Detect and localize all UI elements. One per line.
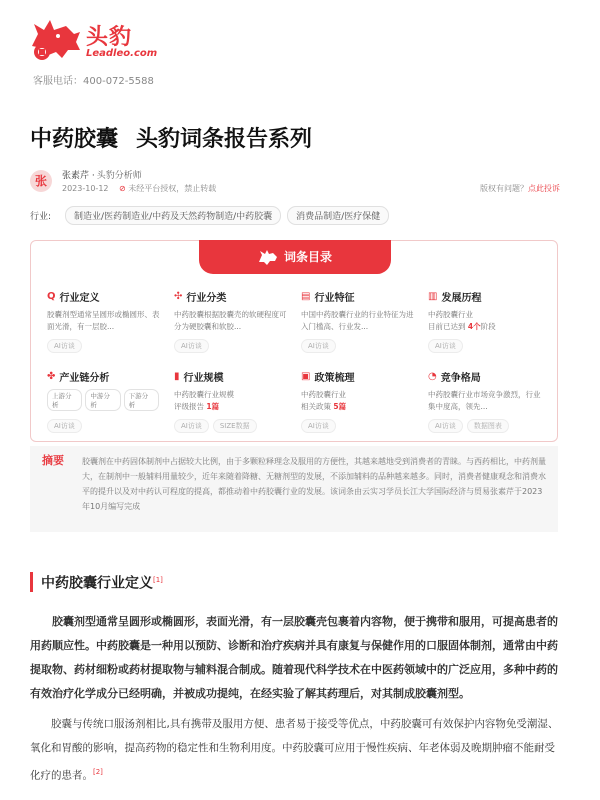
search-doc-icon: Q <box>47 291 56 302</box>
brand-name: 头豹 <box>86 25 133 50</box>
avatar: 张 <box>30 170 52 192</box>
section-heading <box>30 572 163 592</box>
leopard-logo-icon <box>28 16 82 64</box>
ai-interview-chip[interactable]: AI访谈 <box>428 419 463 433</box>
hotline-number: 400-072-5588 <box>83 76 154 87</box>
toc-item-desc <box>301 389 416 413</box>
ai-interview-chip[interactable]: AI访谈 <box>174 419 209 433</box>
policy-icon: ▣ <box>301 371 311 382</box>
author-line <box>62 168 142 181</box>
toc-item-classification[interactable] <box>168 285 295 365</box>
author-name[interactable]: 张素芹 · <box>62 171 95 181</box>
desc-highlight: 1篇 <box>206 402 220 411</box>
toc-item-desc: 胶囊剂型通常呈圆形或椭圆形、表面光滑，有一层胶... <box>47 310 160 331</box>
page-title <box>30 122 312 153</box>
upstream-chip[interactable]: 上游分析 <box>47 389 82 411</box>
toc-item-desc <box>428 309 543 333</box>
report-question: 版权有问题？ <box>480 184 528 193</box>
ai-interview-chip[interactable]: AI访谈 <box>174 339 209 353</box>
desc-line: 阶段 <box>480 322 496 331</box>
desc-line: 中药胶囊行业 <box>428 310 473 319</box>
ai-interview-chip[interactable]: AI访谈 <box>301 419 336 433</box>
abstract-box <box>30 446 558 532</box>
toc-item-title: 产业链分析 <box>59 373 110 384</box>
ai-interview-chip[interactable]: AI访谈 <box>47 419 82 433</box>
no-repost-notice: 未经平台授权，禁止转载 <box>128 184 217 193</box>
hotline-label: 客服电话： <box>33 76 83 87</box>
toc-item-title: 行业规模 <box>183 373 224 384</box>
chain-icon: ✤ <box>47 371 56 382</box>
footnote-ref[interactable]: [1] <box>153 576 163 584</box>
ai-interview-chip[interactable]: AI访谈 <box>47 339 82 353</box>
desc-line: 中药胶囊行业 <box>301 390 346 399</box>
data-chart-chip[interactable]: 数据图表 <box>467 419 509 433</box>
industry-tag[interactable]: 消费品制造/医疗保健 <box>287 206 389 225</box>
publish-date: 2023-10-12 <box>62 184 109 193</box>
toc-panel <box>30 240 558 442</box>
toc-item-history[interactable] <box>422 285 549 365</box>
toc-header <box>199 240 391 274</box>
toc-item-scale[interactable] <box>168 365 295 445</box>
brand-url: Leadleo.com <box>86 48 158 59</box>
industry-tag[interactable]: 制造业/医药制造业/中药及天然药物制造/中药胶囊 <box>65 206 281 225</box>
downstream-chip[interactable]: 下游分析 <box>124 389 159 411</box>
toc-item-desc: 中药胶囊根据胶囊壳的软硬程度可分为硬胶囊和软胶... <box>174 310 287 331</box>
desc-line: 相关政策 <box>301 402 334 411</box>
size-data-chip[interactable]: SIZE数据 <box>213 419 257 433</box>
toc-item-chain[interactable] <box>41 365 168 445</box>
advantage-paragraph <box>30 712 560 788</box>
toc-title: 词条目录 <box>283 250 332 264</box>
title-sub: 头豹词条报告系列 <box>136 127 313 152</box>
no-repost-icon: ⊘ <box>119 184 126 193</box>
toc-item-definition[interactable] <box>41 285 168 365</box>
report-link[interactable]: 点此投诉 <box>528 184 560 193</box>
definition-paragraph: 胶囊剂型通常呈圆形或椭圆形，表面光滑，有一层胶囊壳包裹着内容物，便于携带和服用，可提高患者的用药顺应性。中药胶囊是一种用以预防、诊断和治疗疾病并具有康复与保健作用的口服固体制剂，通常由中药提取物、药材细粉或药材提取物与辅料混合制成。随着现代科学技术在中医药领域中的广泛应用，多种中药的有效治疗化学成分已经明确，并被成功提纯，在经实验了解其药理后，对其制成胶囊剂型。 <box>30 615 558 700</box>
toc-grid <box>41 285 549 445</box>
classification-icon: ✣ <box>174 291 183 302</box>
abstract-label: 摘要 <box>42 454 64 467</box>
section-title-text: 中药胶囊行业定义 <box>41 575 153 592</box>
toc-item-title: 发展历程 <box>441 293 482 304</box>
desc-highlight: 4个 <box>467 322 481 331</box>
features-icon: ▤ <box>301 291 311 302</box>
paragraph-text: 胶囊与传统口服汤剂相比,具有携带及服用方便、患者易于接受等优点，中药胶囊可有效保护内容物免受潮湿、氧化和胃酸的影响，提高药物的稳定性和生物利用度。中药胶囊可应用于慢性疾病、年老体弱及晚期肿瘤不能耐受化疗的患者。 <box>30 718 559 782</box>
report-line <box>480 183 560 194</box>
pie-chart-icon: ◔ <box>428 371 437 382</box>
midstream-chip[interactable]: 中游分析 <box>85 389 120 411</box>
industry-label: 行业: <box>30 212 52 222</box>
hotline <box>33 72 154 87</box>
desc-highlight: 5篇 <box>333 402 347 411</box>
desc-line: 评级报告 <box>174 402 207 411</box>
leopard-icon <box>258 250 278 266</box>
abstract-text: 胶囊剂在中药固体制剂中占据较大比例，由于多颗粒释理念及服用的方便性，其越来越地受到消费者的青睐。与西药相比，中药剂量大，在制剂中一般辅料用量较少，近年来随着降糖、无糖剂型的发展，不添加辅料的品种越来越多。同时，消费者健康观念和消费水平的提升以及对中药认可程度的提高，都推动着中药胶囊行业的发展。该词条由云实习学员长江大学国际经济与贸易张素芹于2023年10月编写完成 <box>82 457 546 511</box>
author-role: 头豹分析师 <box>96 171 142 181</box>
title-main: 中药胶囊 <box>30 127 119 152</box>
history-icon: ▥ <box>428 291 438 302</box>
toc-item-title: 行业特征 <box>314 293 355 304</box>
desc-line: 目前已达到 <box>428 322 468 331</box>
toc-item-policy[interactable] <box>295 365 422 445</box>
ai-interview-chip[interactable]: AI访谈 <box>428 339 463 353</box>
toc-item-title: 行业定义 <box>59 293 100 304</box>
toc-item-competition[interactable] <box>422 365 549 445</box>
industry-row <box>30 206 395 225</box>
toc-item-features[interactable] <box>295 285 422 365</box>
ai-interview-chip[interactable]: AI访谈 <box>301 339 336 353</box>
toc-item-desc: 中国中药胶囊行业的行业特征为进入门槛高、行业发... <box>301 310 414 331</box>
toc-item-desc: 中药胶囊行业市场竞争激烈，行业集中度高，领先... <box>428 390 541 411</box>
toc-item-title: 政策梳理 <box>314 373 355 384</box>
toc-item-desc <box>174 389 289 413</box>
toc-item-title: 行业分类 <box>186 293 227 304</box>
desc-line: 中药胶囊行业规模 <box>174 390 234 399</box>
scale-icon: ▮ <box>174 371 180 382</box>
leadleo-logo[interactable] <box>28 14 158 68</box>
meta-line <box>62 183 216 194</box>
toc-item-title: 竞争格局 <box>440 373 481 384</box>
footnote-ref[interactable]: [2] <box>93 768 103 776</box>
